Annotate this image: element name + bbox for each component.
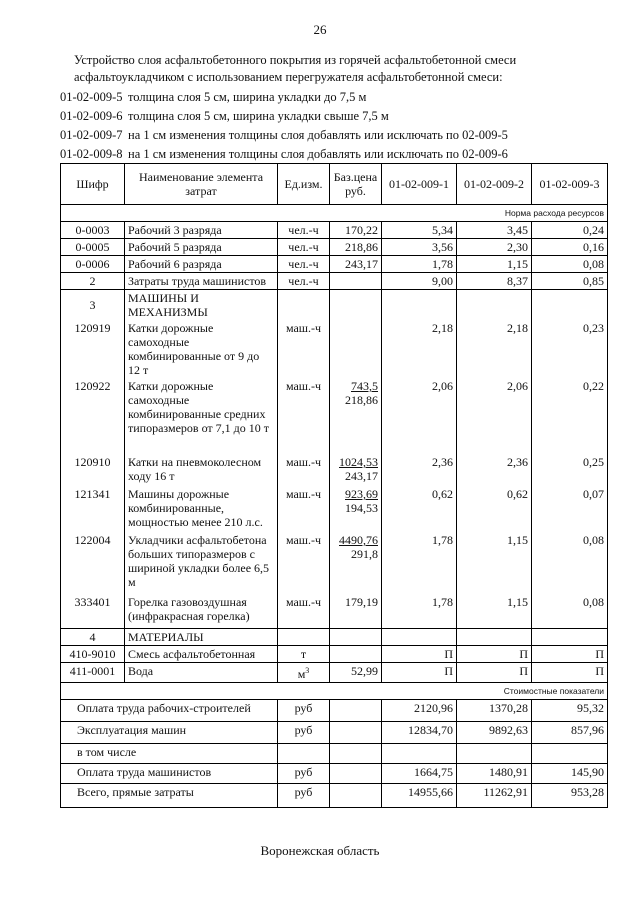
cell-unit: т: [278, 645, 330, 662]
summary-v1: 14955,66: [382, 783, 457, 807]
cell-empty: [330, 290, 382, 321]
price-bottom: 194,53: [345, 501, 378, 515]
summary-name: Оплата труда машинистов: [61, 763, 278, 783]
cell-name: Машины дорожные комбинированные, мощностью менее 210 л.с.: [125, 486, 278, 532]
cell-price: [330, 532, 382, 594]
cell-price: 179,19: [330, 594, 382, 628]
cell-empty: [278, 743, 330, 763]
cell-empty: [532, 290, 608, 321]
cell-empty: [278, 290, 330, 321]
code-item: [60, 88, 620, 107]
summary-unit: руб: [278, 783, 330, 807]
cell-v2: П: [457, 662, 532, 682]
cell-v2: 1,15: [457, 532, 532, 594]
price-bottom: 218,86: [345, 393, 378, 407]
summary-v3: 95,32: [532, 699, 608, 721]
cell-v3: 0,08: [532, 256, 608, 273]
cell-v1: 0,62: [382, 486, 457, 532]
summary-v3: 953,28: [532, 783, 608, 807]
table-row: [61, 239, 608, 256]
cell-name: Катки дорожные самоходные комбинированные средних типоразмеров от 7,1 до 10 т: [125, 378, 278, 454]
cell-price: 52,99: [330, 662, 382, 682]
cell-code: 0-0003: [61, 222, 125, 239]
summary-unit: руб: [278, 699, 330, 721]
cell-name: Укладчики асфальтобетона больших типоразмеров с шириной укладки более 6,5 м: [125, 532, 278, 594]
cell-v3: 0,07: [532, 486, 608, 532]
cell-v2: П: [457, 645, 532, 662]
cell-code: 120922: [61, 378, 125, 454]
cell-empty: [278, 628, 330, 645]
cell-v1: 2,18: [382, 320, 457, 378]
cell-name: Горелка газовоздушная (инфракрасная горелка): [125, 594, 278, 628]
summary-row: [61, 743, 608, 763]
cell-price: [330, 320, 382, 378]
table-row: [61, 378, 608, 454]
cell-price: 218,86: [330, 239, 382, 256]
summary-name: Всего, прямые затраты: [61, 783, 278, 807]
cell-empty: [330, 628, 382, 645]
cell-v1: 5,34: [382, 222, 457, 239]
table-row: [61, 222, 608, 239]
summary-v2: 11262,91: [457, 783, 532, 807]
code-id: 01-02-009-6: [60, 109, 123, 123]
header-name: Наименование элемента затрат: [125, 164, 278, 205]
summary-row: [61, 721, 608, 743]
unit-superscript: 3: [305, 665, 310, 675]
cell-unit: маш.-ч: [278, 594, 330, 628]
code-item: [60, 126, 620, 145]
cell-code: 122004: [61, 532, 125, 594]
cell-v2: 2,36: [457, 454, 532, 486]
cell-name: Катки дорожные самоходные комбинированные от 9 до 12 т: [125, 320, 278, 378]
cell-code: 0-0006: [61, 256, 125, 273]
cell-price: [330, 378, 382, 454]
cell-empty: [330, 699, 382, 721]
cell-price: 243,17: [330, 256, 382, 273]
summary-name: Эксплуатация машин: [61, 721, 278, 743]
section-code: 4: [61, 628, 125, 645]
cell-price: [330, 273, 382, 290]
cell-name: Смесь асфальтобетонная: [125, 645, 278, 662]
summary-unit: руб: [278, 721, 330, 743]
cell-empty: [330, 721, 382, 743]
cell-code: 410-9010: [61, 645, 125, 662]
cost-label-row: [61, 682, 608, 699]
price-top: 4490,76: [339, 533, 378, 547]
cell-empty: [330, 783, 382, 807]
cell-v1: 2,36: [382, 454, 457, 486]
cell-name: Рабочий 3 разряда: [125, 222, 278, 239]
price-bottom: 243,17: [345, 469, 378, 483]
code-desc: толщина слоя 5 см, ширина укладки до 7,5 м: [128, 90, 367, 104]
cell-name: Затраты труда машинистов: [125, 273, 278, 290]
cell-empty: [382, 290, 457, 321]
cell-v2: 0,62: [457, 486, 532, 532]
summary-v1: 1664,75: [382, 763, 457, 783]
cell-v1: 1,78: [382, 594, 457, 628]
cell-code: 120910: [61, 454, 125, 486]
cell-unit: маш.-ч: [278, 454, 330, 486]
cell-empty: [457, 628, 532, 645]
code-item: [60, 107, 620, 126]
cell-unit: [278, 662, 330, 682]
table-row: [61, 256, 608, 273]
cell-code: 120919: [61, 320, 125, 378]
norm-label: Норма расхода ресурсов: [61, 205, 608, 222]
header-col3: 01-02-009-3: [532, 164, 608, 205]
cell-unit: чел.-ч: [278, 273, 330, 290]
cell-code: 411-0001: [61, 662, 125, 682]
cell-v1: П: [382, 645, 457, 662]
cell-v1: П: [382, 662, 457, 682]
cell-code: 2: [61, 273, 125, 290]
norm-label-row: [61, 205, 608, 222]
section-title: МАТЕРИАЛЫ: [125, 628, 278, 645]
cell-empty: [382, 628, 457, 645]
cell-v2: 8,37: [457, 273, 532, 290]
summary-row: [61, 763, 608, 783]
intro-text: Устройство слоя асфальтобетонного покрытия из горячей асфальтобетонной смеси асфальтоукладчиком с использованием перегружателя асфальтобетонной смеси:: [74, 53, 517, 84]
section-row-machines: [61, 290, 608, 321]
cell-price: [330, 645, 382, 662]
summary-name: Оплата труда рабочих-строителей: [61, 699, 278, 721]
unit-text: м: [297, 666, 306, 681]
cell-price: 170,22: [330, 222, 382, 239]
cell-unit: чел.-ч: [278, 239, 330, 256]
code-id: 01-02-009-8: [60, 147, 123, 161]
table-row: [61, 454, 608, 486]
cost-label: Стоимостные показатели: [61, 682, 608, 699]
cell-v1: 1,78: [382, 532, 457, 594]
cell-v1: 3,56: [382, 239, 457, 256]
cell-v2: 2,30: [457, 239, 532, 256]
cell-unit: маш.-ч: [278, 378, 330, 454]
price-top: 1024,53: [339, 455, 378, 469]
cell-v1: 9,00: [382, 273, 457, 290]
table-row: [61, 645, 608, 662]
footer-region: Воронежская область: [260, 843, 380, 858]
table-row: [61, 662, 608, 682]
header-code: Шифр: [61, 164, 125, 205]
section-code: 3: [61, 290, 125, 321]
price-top: 923,69: [345, 487, 378, 501]
cell-empty: [330, 763, 382, 783]
cell-unit: маш.-ч: [278, 532, 330, 594]
section-title: МАШИНЫ И МЕХАНИЗМЫ: [125, 290, 278, 321]
cell-code: 333401: [61, 594, 125, 628]
cell-name: Катки на пневмоколесном ходу 16 т: [125, 454, 278, 486]
price-bottom: 291,8: [351, 547, 378, 561]
cell-v3: 0,24: [532, 222, 608, 239]
cell-v3: 0,08: [532, 532, 608, 594]
summary-v3: 857,96: [532, 721, 608, 743]
cell-name: Рабочий 5 разряда: [125, 239, 278, 256]
code-list: [60, 88, 620, 164]
header-unit: Ед.изм.: [278, 164, 330, 205]
cell-empty: [457, 743, 532, 763]
cell-empty: [532, 628, 608, 645]
header-price: Баз.цена руб.: [330, 164, 382, 205]
code-item: [60, 145, 620, 164]
cell-unit: маш.-ч: [278, 486, 330, 532]
cell-unit: маш.-ч: [278, 320, 330, 378]
cell-v1: 1,78: [382, 256, 457, 273]
summary-v2: 9892,63: [457, 721, 532, 743]
cell-v2: 1,15: [457, 594, 532, 628]
cell-price: [330, 454, 382, 486]
cell-v3: П: [532, 645, 608, 662]
cell-v2: 2,06: [457, 378, 532, 454]
cell-name: Рабочий 6 разряда: [125, 256, 278, 273]
cell-v3: П: [532, 662, 608, 682]
header-col2: 01-02-009-2: [457, 164, 532, 205]
cell-empty: [330, 743, 382, 763]
cell-price: [330, 486, 382, 532]
code-id: 01-02-009-7: [60, 128, 123, 142]
table-row: [61, 486, 608, 532]
cell-unit: чел.-ч: [278, 256, 330, 273]
table-row: [61, 594, 608, 628]
cell-v2: 2,18: [457, 320, 532, 378]
code-desc: на 1 см изменения толщины слоя добавлять или исключать по 02-009-5: [128, 128, 508, 142]
section-row-materials: [61, 628, 608, 645]
summary-v2: 1370,28: [457, 699, 532, 721]
summary-v2: 1480,91: [457, 763, 532, 783]
cell-code: 0-0005: [61, 239, 125, 256]
summary-v1: 12834,70: [382, 721, 457, 743]
table-row: [61, 532, 608, 594]
table-header-row: [61, 164, 608, 205]
cell-name: Вода: [125, 662, 278, 682]
cell-v3: 0,25: [532, 454, 608, 486]
price-top: 743,5: [351, 379, 378, 393]
summary-unit: руб: [278, 763, 330, 783]
cell-v3: 0,85: [532, 273, 608, 290]
code-desc: толщина слоя 5 см, ширина укладки свыше 7,5 м: [128, 109, 389, 123]
code-desc: на 1 см изменения толщины слоя добавлять или исключать по 02-009-6: [128, 147, 508, 161]
table-row: [61, 320, 608, 378]
page-number: 26: [313, 22, 327, 37]
cell-empty: [532, 743, 608, 763]
cell-v2: 3,45: [457, 222, 532, 239]
cell-v3: 0,08: [532, 594, 608, 628]
cell-v2: 1,15: [457, 256, 532, 273]
cell-empty: [382, 743, 457, 763]
cell-v3: 0,16: [532, 239, 608, 256]
resource-table: [60, 163, 608, 808]
summary-v1: 2120,96: [382, 699, 457, 721]
summary-v3: 145,90: [532, 763, 608, 783]
summary-name: в том числе: [61, 743, 278, 763]
cell-v1: 2,06: [382, 378, 457, 454]
cell-v3: 0,22: [532, 378, 608, 454]
summary-row: [61, 783, 608, 807]
cell-code: 121341: [61, 486, 125, 532]
cell-v3: 0,23: [532, 320, 608, 378]
code-id: 01-02-009-5: [60, 90, 123, 104]
cell-empty: [457, 290, 532, 321]
header-col1: 01-02-009-1: [382, 164, 457, 205]
cell-unit: чел.-ч: [278, 222, 330, 239]
machinist-row: [61, 273, 608, 290]
summary-row: [61, 699, 608, 721]
